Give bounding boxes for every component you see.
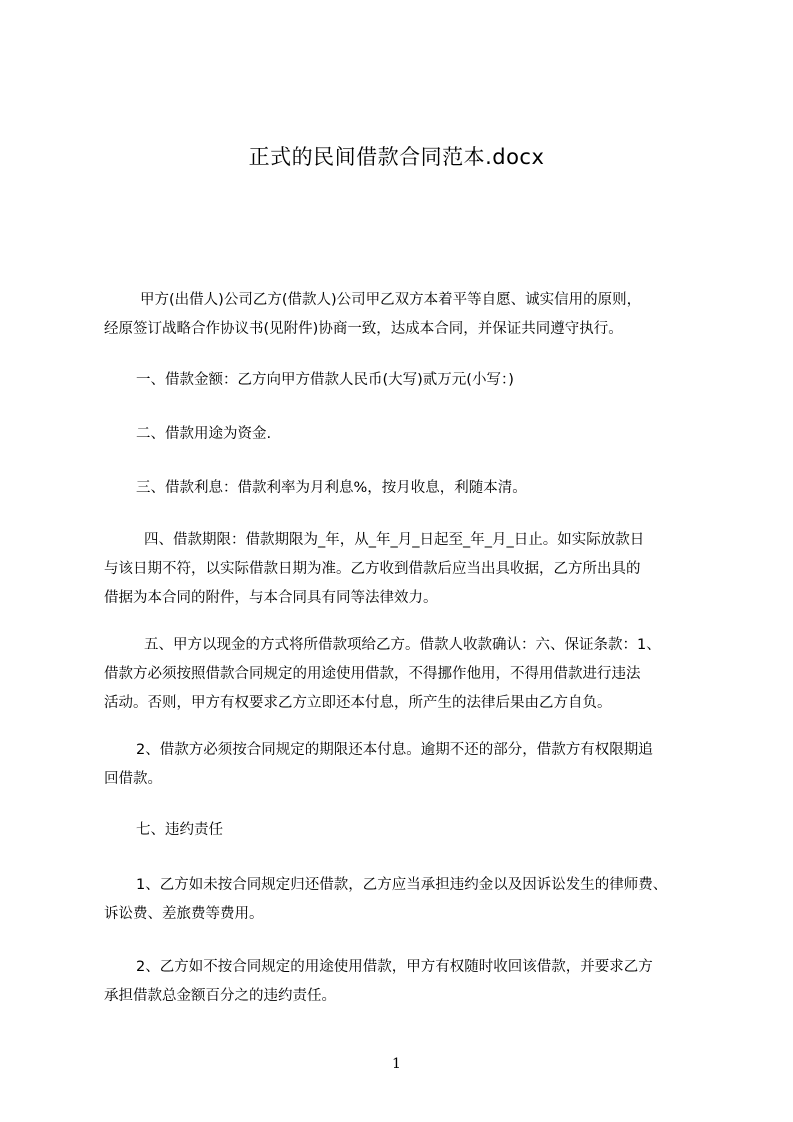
paragraph-line: 活动。否则，甲方有权要求乙方立即还本付息，所产生的法律后果由乙方自负。 (104, 695, 612, 711)
paragraph-line: 诉讼费、差旅费等费用。 (104, 906, 264, 922)
paragraph-breach-1 (104, 871, 724, 929)
paragraph-loan-interest (104, 474, 724, 503)
paragraph-loan-term (104, 526, 724, 613)
paragraph-repayment-term (104, 736, 724, 794)
paragraph-line: 1、乙方如未按合同规定归还借款，乙方应当承担违约金以及因诉讼发生的律师费、 (136, 877, 668, 893)
paragraph-breach-2 (104, 953, 724, 1011)
paragraph-intro (104, 286, 724, 344)
paragraph-line: 借据为本合同的附件，与本合同具有同等法律效力。 (104, 590, 438, 606)
paragraph-line: 四、借款期限：借款期限为_年，从_年_月_日起至_年_月_日止。如实际放款日 (144, 532, 645, 548)
paragraph-line: 五、甲方以现金的方式将所借款项给乙方。借款人收款确认：六、保证条款：1、 (144, 637, 661, 653)
paragraph-payment-guarantee (104, 631, 724, 718)
paragraph-line: 三、借款利息：借款利率为月利息%，按月收息，利随本清。 (136, 480, 527, 496)
paragraph-line: 一、借款金额：乙方向甲方借款人民币(大写)贰万元(小写：) (136, 372, 514, 388)
paragraph-line: 与该日期不符，以实际借款日期为准。乙方收到借款后应当出具收据，乙方所出具的 (104, 561, 641, 577)
paragraph-line: 借款方必须按照借款合同规定的用途使用借款，不得挪作他用，不得用借款进行违法 (104, 666, 641, 682)
paragraph-line: 2、借款方必须按合同规定的期限还本付息。逾期不还的部分，借款方有权限期追 (136, 742, 653, 758)
paragraph-line: 二、借款用途为资金. (136, 426, 272, 442)
paragraph-line: 回借款。 (104, 771, 162, 787)
page-number: 1 (392, 1056, 401, 1072)
paragraph-loan-amount (104, 366, 724, 395)
paragraph-line: 七、违约责任 (136, 822, 223, 838)
paragraph-loan-purpose (104, 420, 724, 449)
paragraph-line: 甲方(出借人)公司乙方(借款人)公司甲乙双方本着平等自愿、诚实信用的原则， (140, 292, 642, 308)
section-heading-breach (104, 816, 724, 845)
paragraph-line: 承担借款总金额百分之的违约责任。 (104, 988, 336, 1004)
paragraph-line: 2、乙方如不按合同规定的用途使用借款，甲方有权随时收回该借款，并要求乙方 (136, 959, 653, 975)
paragraph-line: 经原签订战略合作协议书(见附件)协商一致，达成本合同，并保证共同遵守执行。 (104, 321, 623, 337)
document-title: 正式的民间借款合同范本.docx (248, 145, 545, 169)
